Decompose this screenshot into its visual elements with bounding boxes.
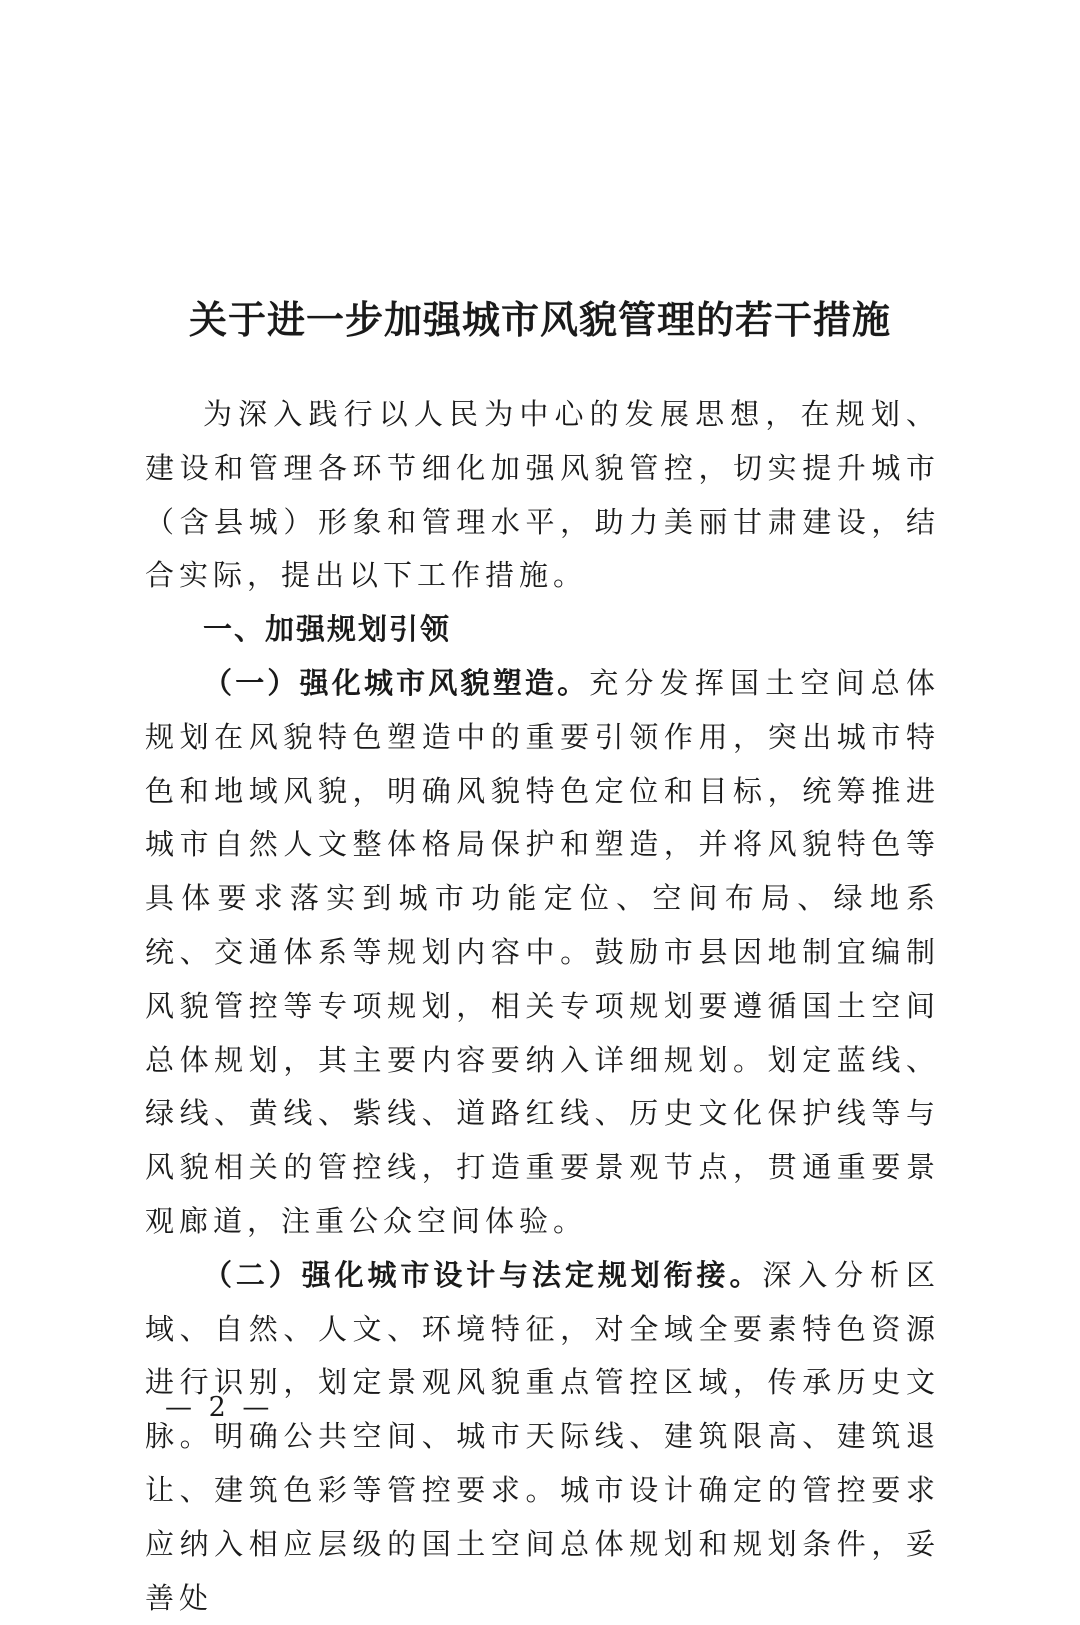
page-number: — 2 — <box>165 1392 274 1423</box>
document-body <box>145 388 940 1625</box>
section-heading: 一、加强规划引领 <box>203 612 452 647</box>
item-2-text: 深入分析区域、自然、人文、环境特征，对全域全要素特色资源进行识别，划定景观风貌重点管控区域，传承历史文脉。明确公共空间、城市天际线、建筑限高、建筑退让、建筑色彩等管控要求。城市设计确定的管控要求应纳入相应层级的国土空间总体规划和规划条件，妥善处 <box>145 1257 940 1615</box>
item-2-paragraph <box>145 1249 940 1625</box>
item-1-text: 充分发挥国土空间总体规划在风貌特色塑造中的重要引领作用，突出城市特色和地域风貌，明确风貌特色定位和目标，统筹推进城市自然人文整体格局保护和塑造，并将风貌特色等具体要求落实到城市功能定位、空间布局、绿地系统、交通体系等规划内容中。鼓励市县因地制宜编制风貌管控等专项规划，相关专项规划要遵循国土空间总体规划，其主要内容要纳入详细规划。划定蓝线、绿线、黄线、紫线、道路红线、历史文化保护线等与风貌相关的管控线，打造重要景观节点，贯通重要景观廊道，注重公众空间体验。 <box>145 665 940 1238</box>
item-1-lead: （一）强化城市风貌塑造。 <box>203 665 590 700</box>
intro-paragraph: 为深入践行以人民为中心的发展思想，在规划、建设和管理各环节细化加强风貌管控，切实提升城市（含县城）形象和管理水平，助力美丽甘肃建设，结合实际，提出以下工作措施。 <box>145 397 940 593</box>
item-1-paragraph <box>145 657 940 1249</box>
item-2-lead: （二）强化城市设计与法定规划衔接。 <box>203 1257 763 1292</box>
document-title: 关于进一步加强城市风貌管理的若干措施 <box>188 297 891 342</box>
